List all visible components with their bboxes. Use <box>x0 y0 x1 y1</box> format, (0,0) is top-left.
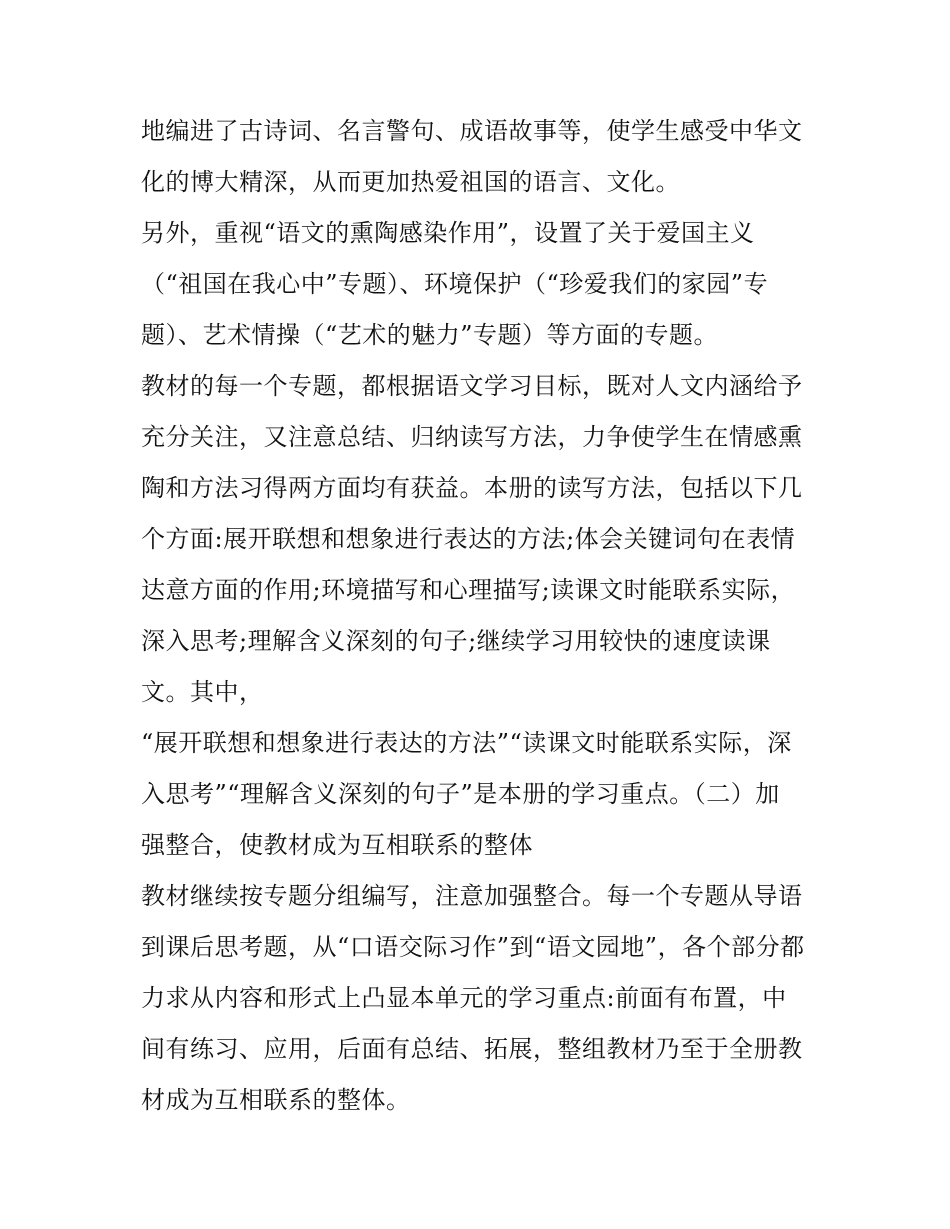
text-line: 地编进了古诗词、名言警句、成语故事等，使学生感受中华文 <box>141 117 803 145</box>
text-line: 间有练习、应用，后面有总结、拓展，整组教材乃至于全册教 <box>141 1035 803 1063</box>
text-line: 陶和方法习得两方面均有获益。本册的读写方法，包括以下几 <box>141 474 803 502</box>
text-line: 文。其中， <box>141 678 264 706</box>
document-body <box>141 106 821 1126</box>
text-line: 化的博大精深，从而更加热爱祖国的语言、文化。 <box>141 168 680 196</box>
text-line: 题）、艺术情操（“艺术的魅力”专题）等方面的专题。 <box>141 321 719 349</box>
text-line: 到课后思考题，从“口语交际习作”到“语文园地”，各个部分都 <box>141 933 805 961</box>
text-line: 教材的每一个专题，都根据语文学习目标，既对人文内涵给予 <box>141 372 803 400</box>
text-line: 达意方面的作用;环境描写和心理描写;读课文时能联系实际， <box>141 576 796 604</box>
text-line: 另外，重视“语文的熏陶感染作用”，设置了关于爱国主义 <box>141 219 755 247</box>
text-line: 充分关注，又注意总结、归纳读写方法，力争使学生在情感熏 <box>141 423 803 451</box>
text-line: （“祖国在我心中”专题）、环境保护（“珍爱我们的家园”专 <box>141 270 769 298</box>
text-line: 材成为互相联系的整体。 <box>141 1086 411 1114</box>
text-line: 教材继续按专题分组编写，注意加强整合。每一个专题从导语 <box>141 882 803 910</box>
text-line: “展开联想和想象进行表达的方法”“读课文时能联系实际，深 <box>141 729 792 757</box>
text-line: 强整合，使教材成为互相联系的整体 <box>141 831 533 859</box>
text-line: 深入思考;理解含义深刻的句子;继续学习用较快的速度读课 <box>141 627 771 655</box>
text-line: 力求从内容和形式上凸显本单元的学习重点:前面有布置，中 <box>141 984 787 1012</box>
text-line: 个方面:展开联想和想象进行表达的方法;体会关键词句在表情 <box>141 525 796 553</box>
text-line: 入思考”“理解含义深刻的句子”是本册的学习重点。（二）加 <box>141 780 780 808</box>
